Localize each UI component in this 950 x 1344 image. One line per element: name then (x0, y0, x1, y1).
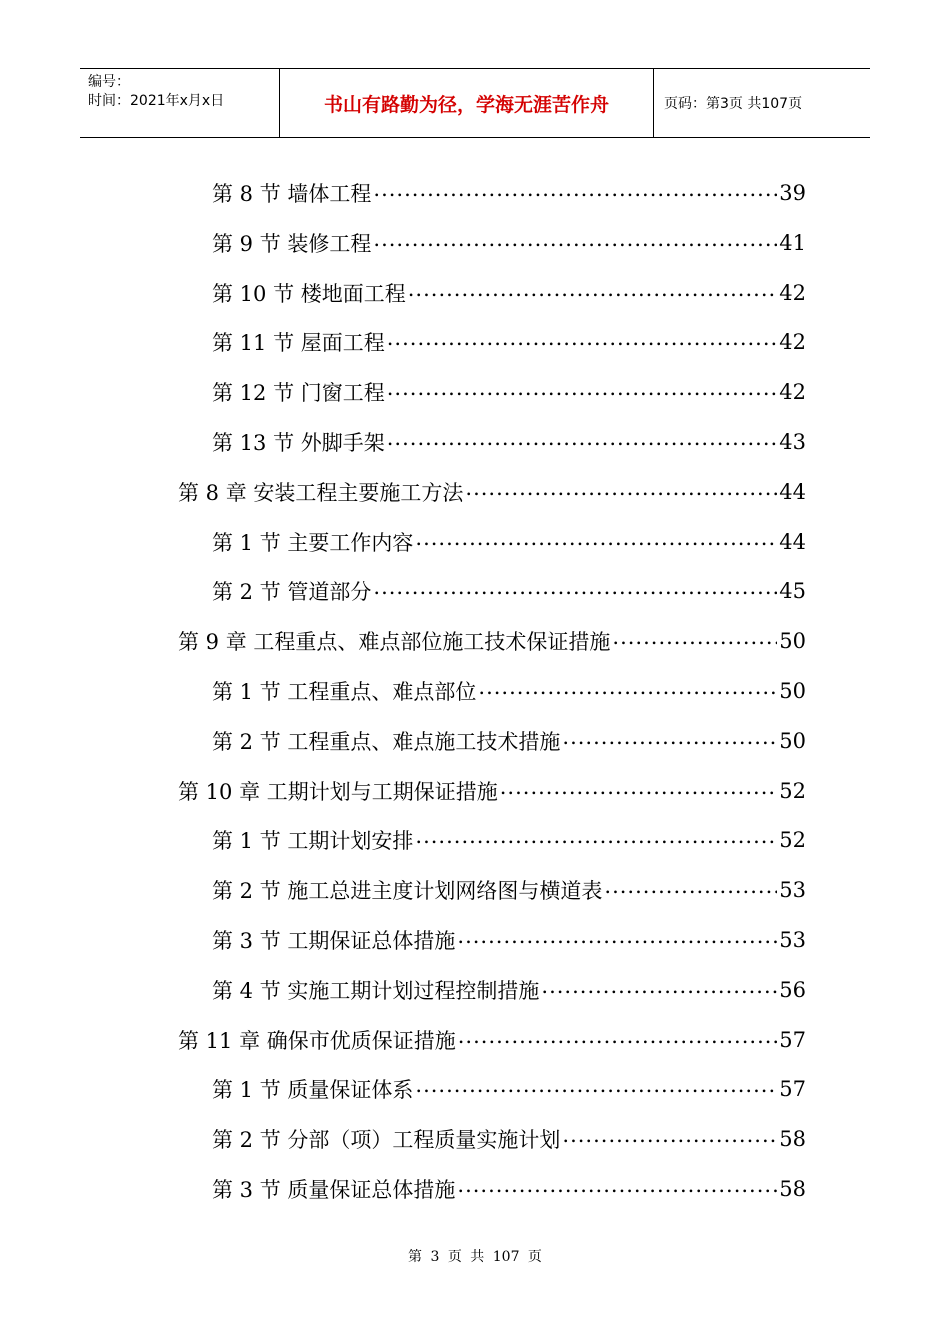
toc-entry-page-number: 57 (779, 1077, 806, 1102)
toc-entry-title: 第 1 节 工期计划安排 (212, 829, 414, 854)
toc-dot-leader (478, 675, 777, 699)
toc-entry-page-number: 57 (779, 1027, 806, 1052)
toc-section-entry[interactable] (212, 1064, 806, 1114)
document-header (80, 68, 870, 138)
toc-dot-leader (373, 227, 777, 251)
toc-entry-title: 第 13 节 外脚手架 (212, 431, 385, 455)
toc-chapter-entry[interactable] (178, 467, 806, 517)
toc-dot-leader (458, 1024, 778, 1048)
toc-dot-leader (541, 974, 777, 998)
toc-entry-title: 第 2 节 施工总进主度计划网络图与横道表 (212, 879, 603, 904)
toc-entry-title: 第 1 节 质量保证体系 (212, 1078, 414, 1103)
toc-entry-page-number: 41 (779, 230, 806, 255)
toc-entry-page-number: 52 (779, 778, 806, 803)
toc-dot-leader (387, 426, 778, 450)
toc-section-entry[interactable] (212, 915, 806, 965)
toc-dot-leader (457, 924, 777, 948)
toc-chapter-entry[interactable] (178, 616, 806, 666)
toc-chapter-entry[interactable] (178, 766, 806, 816)
toc-entry-title: 第 2 节 工程重点、难点施工技术措施 (212, 729, 561, 754)
toc-entry-page-number: 50 (779, 679, 806, 703)
toc-entry-page-number: 39 (779, 181, 806, 205)
toc-section-entry[interactable] (212, 1114, 806, 1164)
toc-section-entry[interactable] (212, 716, 806, 766)
toc-section-entry[interactable] (212, 268, 806, 318)
toc-entry-title: 第 10 节 楼地面工程 (212, 281, 406, 306)
toc-entry-page-number: 53 (779, 878, 806, 903)
toc-entry-page-number: 42 (779, 280, 806, 305)
toc-dot-leader (500, 775, 778, 799)
toc-dot-leader (387, 326, 778, 350)
toc-entry-title: 第 8 节 墙体工程 (212, 182, 372, 206)
toc-entry-page-number: 52 (779, 828, 806, 853)
toc-dot-leader (373, 575, 777, 599)
toc-entry-title: 第 1 节 工程重点、难点部位 (212, 680, 477, 704)
toc-chapter-entry[interactable] (178, 1015, 806, 1065)
toc-entry-page-number: 43 (779, 430, 806, 454)
toc-section-entry[interactable] (212, 367, 806, 417)
toc-section-entry[interactable] (212, 865, 806, 915)
header-motto: 书山有路勤为径，学海无涯苦作舟 (280, 69, 654, 137)
toc-dot-leader (612, 625, 777, 649)
toc-entry-title: 第 9 节 装修工程 (212, 231, 372, 256)
toc-section-entry[interactable] (212, 965, 806, 1015)
toc-dot-leader (562, 725, 777, 749)
toc-dot-leader (457, 1173, 777, 1197)
toc-entry-title: 第 1 节 主要工作内容 (212, 530, 414, 555)
toc-section-entry[interactable] (212, 666, 806, 716)
toc-entry-title: 第 12 节 门窗工程 (212, 381, 385, 406)
toc-section-entry[interactable] (212, 417, 806, 467)
toc-entry-title: 第 8 章 安装工程主要施工方法 (178, 480, 464, 505)
toc-section-entry[interactable] (212, 168, 806, 218)
toc-entry-title: 第 4 节 实施工期计划过程控制措施 (212, 978, 540, 1003)
toc-entry-title: 第 9 章 工程重点、难点部位施工技术保证措施 (178, 630, 611, 655)
toc-dot-leader (465, 476, 777, 500)
toc-entry-page-number: 44 (779, 479, 806, 504)
toc-entry-page-number: 56 (779, 977, 806, 1002)
toc-entry-title: 第 2 节 管道部分 (212, 580, 372, 605)
document-date: 时间：2021年x月x日 (88, 93, 225, 109)
header-page-info: 页码：第3页 共107页 (664, 96, 803, 112)
toc-dot-leader (604, 874, 777, 898)
toc-entry-page-number: 53 (779, 928, 806, 952)
toc-entry-title: 第 3 节 工期保证总体措施 (212, 929, 456, 953)
toc-dot-leader (415, 526, 777, 550)
toc-section-entry[interactable] (212, 218, 806, 268)
page-footer: 第 3 页 共 107 页 (408, 1249, 542, 1265)
document-number-label: 编号： (88, 74, 130, 90)
toc-section-entry[interactable] (212, 317, 806, 367)
toc-dot-leader (562, 1123, 777, 1147)
toc-entry-page-number: 44 (779, 529, 806, 554)
toc-entry-page-number: 45 (779, 579, 806, 604)
toc-section-entry[interactable] (212, 815, 806, 865)
toc-entry-title: 第 2 节 分部（项）工程质量实施计划 (212, 1128, 561, 1153)
toc-section-entry[interactable] (212, 517, 806, 567)
toc-dot-leader (415, 1073, 777, 1097)
toc-entry-page-number: 58 (779, 1177, 806, 1201)
toc-dot-leader (387, 376, 778, 400)
toc-entry-page-number: 58 (779, 1127, 806, 1152)
toc-entry-title: 第 11 节 屋面工程 (212, 331, 385, 356)
toc-entry-title: 第 11 章 确保市优质保证措施 (178, 1028, 456, 1053)
toc-section-entry[interactable] (212, 1164, 806, 1214)
toc-entry-title: 第 10 章 工期计划与工期保证措施 (178, 779, 498, 804)
toc-entry-title: 第 3 节 质量保证总体措施 (212, 1178, 456, 1202)
toc-section-entry[interactable] (212, 566, 806, 616)
toc-entry-page-number: 42 (779, 330, 806, 355)
toc-entry-page-number: 50 (779, 629, 806, 654)
toc-dot-leader (415, 824, 777, 848)
toc-entry-page-number: 50 (779, 728, 806, 753)
toc-entry-page-number: 42 (779, 380, 806, 405)
toc-dot-leader (373, 177, 777, 201)
toc-dot-leader (408, 277, 778, 301)
header-meta (80, 69, 280, 137)
